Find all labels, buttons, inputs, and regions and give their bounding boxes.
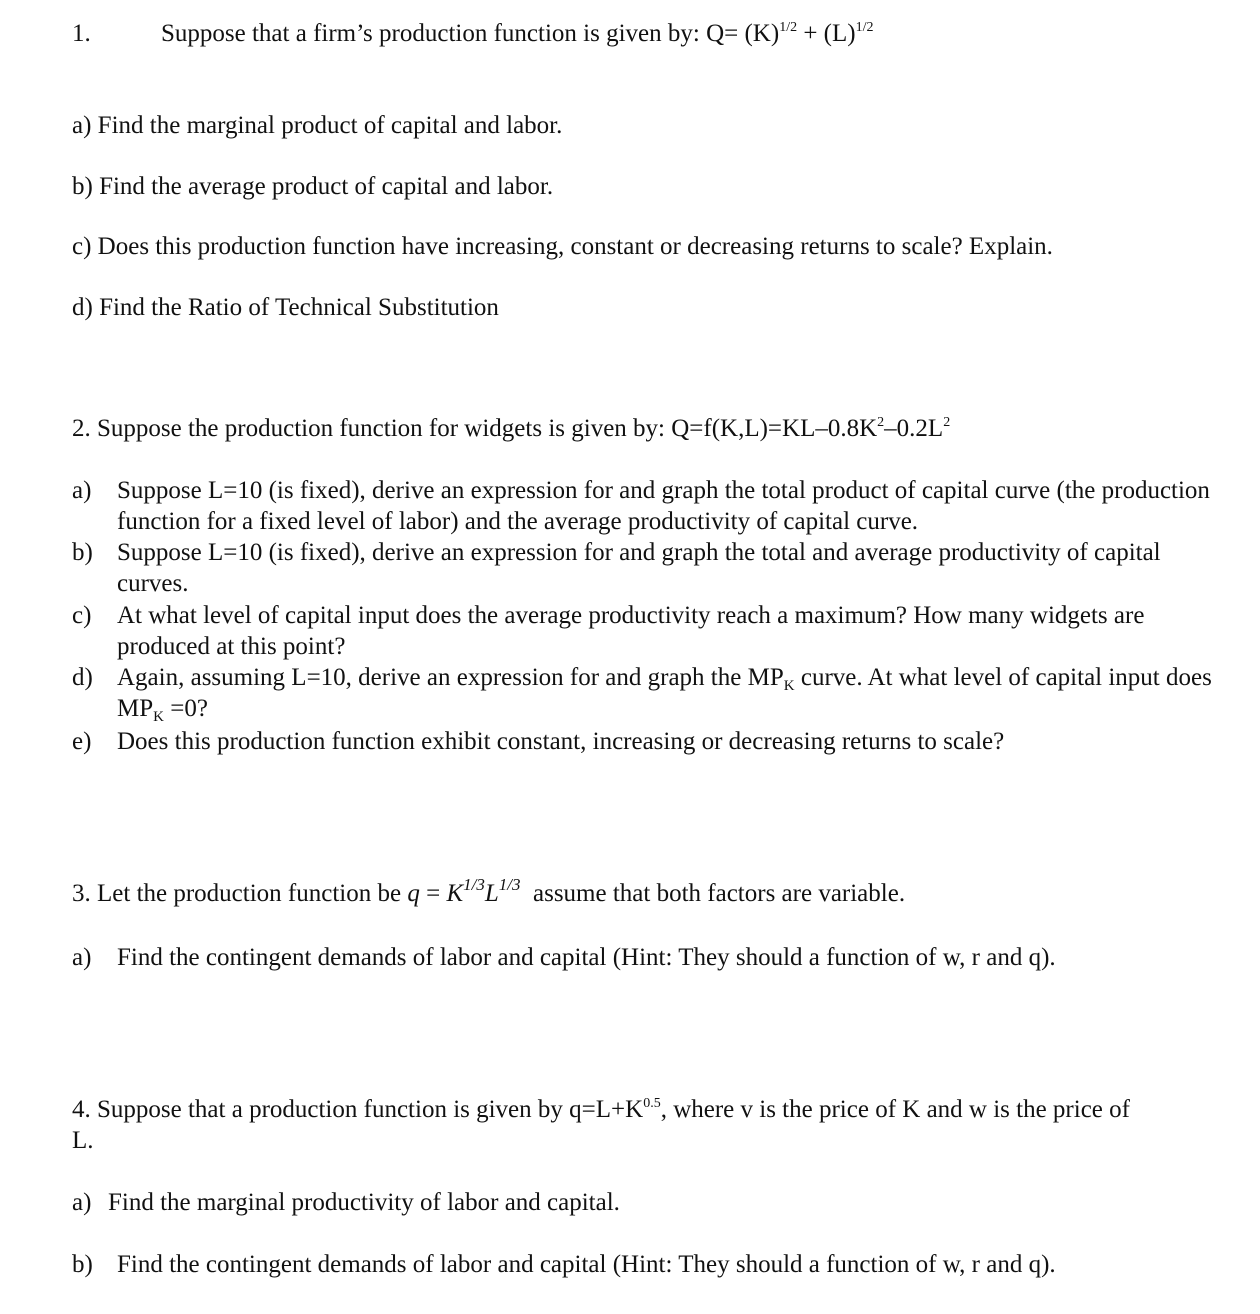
q2-d-text — [117, 662, 1212, 724]
q2-c-text: At what level of capital input does the average productivity reach a maximum? How many widgets are produced at this point? — [117, 602, 1145, 660]
q4-b-text: Find the contingent demands of labor and capital (Hint: They should a function of w, r and q). — [117, 1251, 1056, 1278]
q2-c-label: c) — [72, 602, 92, 629]
q1-part-a: a) Find the marginal product of capital and labor. — [72, 112, 563, 139]
q1-stem — [161, 18, 874, 49]
q4-stem-text: 4. Suppose that a production function is given by q=L+K — [72, 1096, 644, 1123]
q4-stem-tail: , where v is the price of K and w is the price of — [660, 1096, 1130, 1123]
q3-stem — [72, 875, 906, 909]
q1-exponent-l: 1/2 — [855, 20, 874, 35]
q1-part-c: c) Does this production function have increasing, constant or decreasing returns to scale? Explain. — [72, 233, 1053, 260]
q2-d-sub-k1: K — [783, 678, 795, 694]
q2-d-sub-k2: K — [153, 709, 164, 725]
q2-e-label: e) — [72, 728, 92, 755]
q2-d-text-c: =0? — [163, 695, 208, 722]
q3-math-l: L — [484, 880, 499, 907]
q2-a-label: a) — [72, 477, 92, 504]
q3-math-k: K — [446, 880, 464, 907]
q2-a-text: Suppose L=10 (is fixed), derive an expression for and graph the total product of capital curve (the production function for a fixed level of labor) and the average productivity of capital curve. — [117, 477, 1210, 535]
q3-a-text: Find the contingent demands of labor and capital (Hint: They should a function of w, r and q). — [117, 944, 1056, 971]
q2-b-text: Suppose L=10 (is fixed), derive an expression for and graph the total and average productivity of capital curves. — [117, 539, 1161, 597]
q3-math-q: q — [407, 880, 420, 907]
q1-part-b: b) Find the average product of capital and labor. — [72, 173, 554, 200]
q1-exponent-k: 1/2 — [779, 20, 798, 35]
q1-stem-text: Suppose that a firm’s production function is given by: Q= (K) — [161, 20, 780, 47]
q4-stem — [72, 1094, 1130, 1125]
q3-stem-tail: assume that both factors are variable. — [520, 880, 906, 907]
q4-b-label: b) — [72, 1251, 93, 1278]
q3-math-k-exp: 1/3 — [463, 875, 485, 894]
q4-a-label: a) — [72, 1189, 92, 1216]
q4-a-text: Find the marginal productivity of labor and capital. — [108, 1189, 620, 1216]
q2-stem-tail: –0.2L — [884, 415, 944, 442]
q2-d-text-a: Again, assuming L=10, derive an expression for and graph the MP — [117, 664, 784, 691]
q2-square-k: 2 — [877, 415, 885, 430]
q1-part-d: d) Find the Ratio of Technical Substitution — [72, 294, 499, 321]
q2-d-text-b: curve. At what level of capital input does MP — [117, 664, 1212, 722]
q1-number: 1. — [72, 20, 91, 47]
q1-stem-mid: + (L) — [797, 20, 856, 47]
q3-math-l-exp: 1/3 — [498, 875, 521, 894]
q4-exponent: 0.5 — [643, 1096, 661, 1111]
q2-b-label: b) — [72, 539, 93, 566]
q2-d-label: d) — [72, 664, 93, 691]
q2-square-l: 2 — [943, 415, 951, 430]
q3-math-eq: = — [419, 880, 447, 907]
q3-a-label: a) — [72, 944, 92, 971]
q2-stem — [72, 413, 950, 444]
q2-e-text: Does this production function exhibit constant, increasing or decreasing returns to scale? — [117, 728, 1005, 755]
q3-stem-text: 3. Let the production function be — [72, 880, 408, 907]
q2-stem-text: 2. Suppose the production function for widgets is given by: Q=f(K,L)=KL–0.8K — [72, 415, 878, 442]
q4-stem-continued: L. — [72, 1127, 94, 1154]
